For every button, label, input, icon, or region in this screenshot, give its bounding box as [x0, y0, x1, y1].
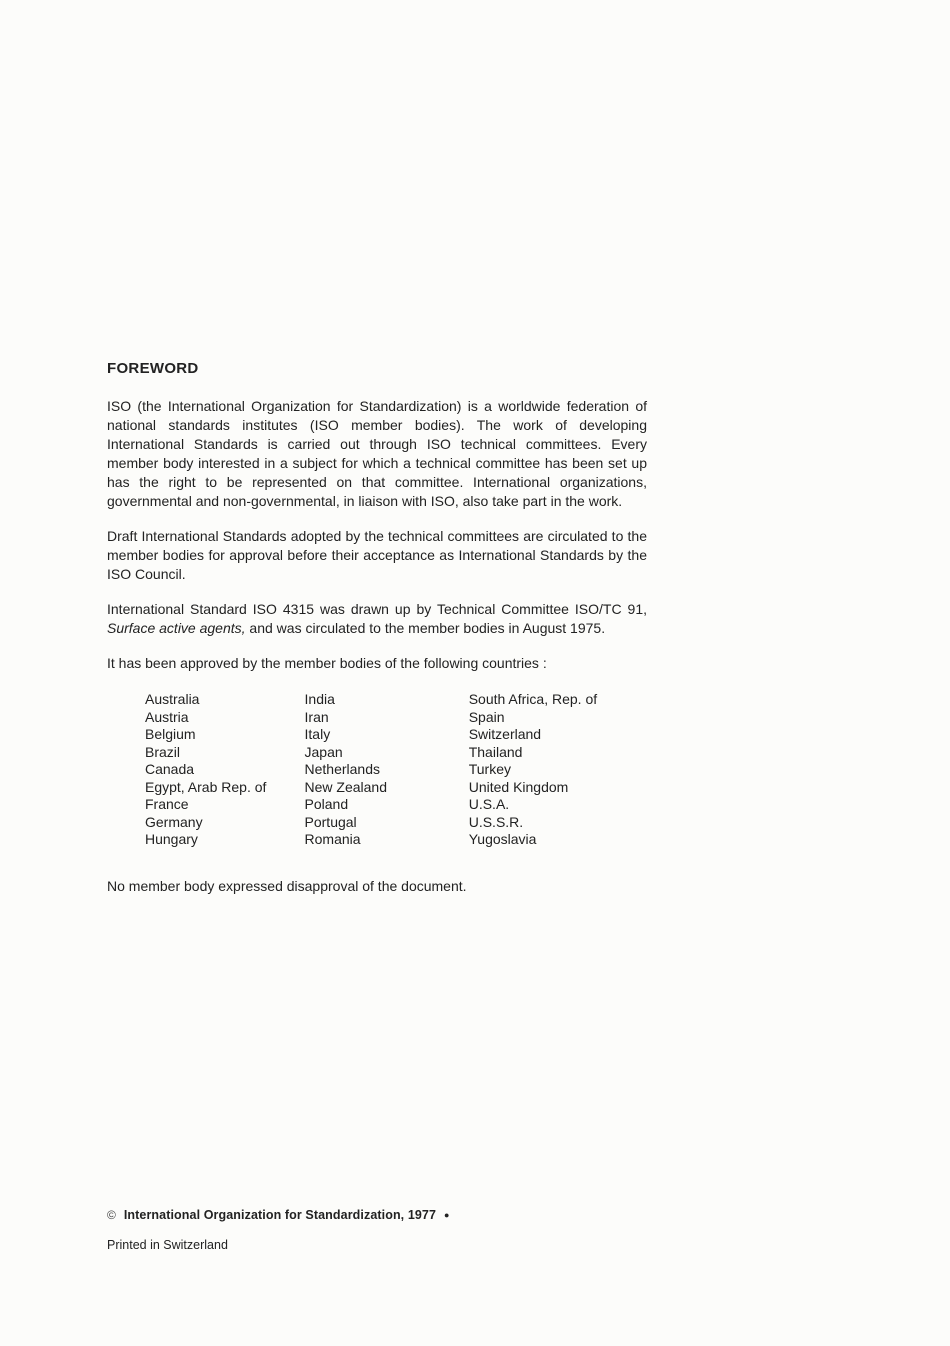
foreword-section: [107, 360, 647, 896]
country-column-2: [305, 691, 469, 849]
country-item: U.S.S.R.: [468, 813, 524, 830]
country-column-1: [145, 691, 305, 849]
country-item: Iran: [304, 708, 329, 725]
country-item: Yugoslavia: [468, 831, 537, 847]
bullet-mark: ●: [444, 1209, 450, 1220]
country-item: Canada: [145, 761, 195, 777]
text-run-before-italic: International Standard ISO 4315 was drawn up by Technical Committee ISO/TC 91,: [107, 601, 647, 617]
country-item: Spain: [468, 708, 505, 725]
paragraph-iso-intro: ISO (the International Organization for Standardization) is a worldwide federation of national standards institutes (ISO member bodies). The work of developing International Standards is carried out through ISO technical committees. Every member body interested in a subject for which a technical committee has been set up has the right to be represented on that committee. International organizations, governmental and non-governmental, in liaison with ISO, also take part in the work.: [107, 398, 647, 509]
printed-in-text: Printed in Switzerland: [107, 1238, 228, 1252]
country-column-3: [469, 691, 647, 849]
country-item: United Kingdom: [468, 778, 569, 795]
copyright-line: [107, 1208, 449, 1222]
country-item: Switzerland: [468, 726, 542, 742]
country-item: Japan: [304, 743, 343, 760]
copyright-symbol: ©: [107, 1208, 116, 1222]
country-columns: [145, 691, 647, 849]
country-item: Thailand: [468, 743, 523, 760]
copyright-text: International Organization for Standardization, 1977: [123, 1208, 437, 1222]
approval-intro-line: It has been approved by the member bodies of the following countries :: [107, 655, 547, 671]
country-item: Belgium: [145, 726, 196, 742]
page-footer: [107, 1208, 449, 1252]
country-item: South Africa, Rep. of: [468, 691, 598, 707]
country-item: Poland: [304, 796, 349, 812]
paragraph-draft-standards: Draft International Standards adopted by the technical committees are circulated to the member bodies for approval before their acceptance as International Standards by the ISO Council.: [107, 528, 647, 582]
country-item: Brazil: [145, 743, 181, 760]
country-item: Portugal: [304, 813, 357, 830]
country-item: Egypt, Arab Rep. of: [145, 778, 267, 795]
country-item: Hungary: [145, 831, 198, 847]
country-item: Italy: [304, 726, 331, 742]
country-item: India: [304, 691, 335, 707]
country-item: Australia: [145, 691, 200, 707]
country-item: U.S.A.: [468, 796, 510, 812]
country-item: Netherlands: [304, 761, 381, 777]
text-run-after-italic: and was circulated to the member bodies in August 1975.: [245, 620, 606, 636]
paragraph-standard-origin: [107, 600, 647, 638]
section-heading: FOREWORD: [107, 360, 199, 377]
country-item: Austria: [145, 708, 189, 725]
country-item: New Zealand: [304, 778, 388, 795]
country-item: Germany: [145, 813, 203, 830]
committee-name-italic: Surface active agents,: [107, 620, 246, 636]
country-item: Turkey: [468, 761, 511, 777]
country-item: France: [145, 796, 189, 812]
paragraph-no-disapproval: No member body expressed disapproval of the document.: [107, 877, 467, 894]
country-item: Romania: [304, 831, 361, 847]
